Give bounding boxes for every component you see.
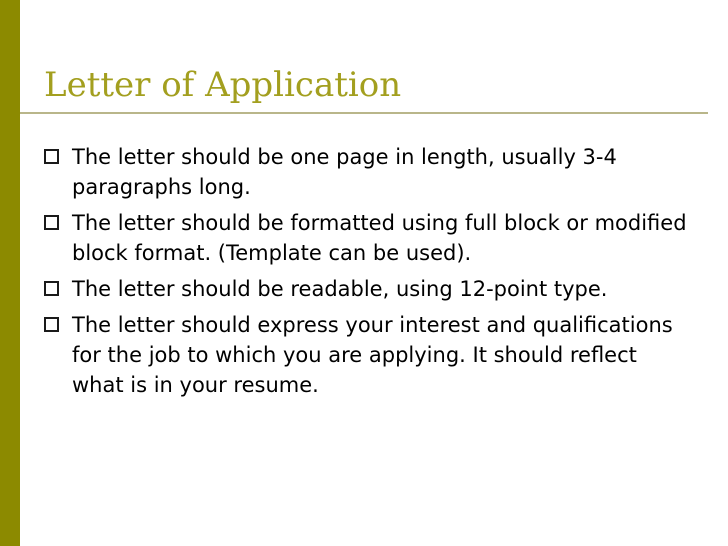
- bullet-item-3: [44, 274, 694, 304]
- hollow-square-bullet-icon: [44, 149, 59, 164]
- title-underline-rule: [20, 112, 708, 114]
- hollow-square-bullet-icon: [44, 215, 59, 230]
- bullet-text-3: The letter should be readable, using 12-point type.: [72, 277, 608, 301]
- hollow-square-bullet-icon: [44, 281, 59, 296]
- left-accent-bar: [0, 0, 20, 546]
- bullet-text-1: The letter should be one page in length, usually 3-4 paragraphs long.: [72, 145, 617, 199]
- hollow-square-bullet-icon: [44, 317, 59, 332]
- bullet-text-4: The letter should express your interest and qualifications for the job to which you are applying. It should reflect what is in your resume.: [72, 313, 673, 397]
- bullet-text-2: The letter should be formatted using full block or modified block format. (Template can be used).: [72, 211, 687, 265]
- bullet-item-4: [44, 310, 694, 400]
- bullet-item-2: [44, 208, 694, 268]
- bullet-item-1: [44, 142, 694, 202]
- bullet-list: [44, 142, 694, 406]
- slide-title: Letter of Application: [44, 65, 402, 105]
